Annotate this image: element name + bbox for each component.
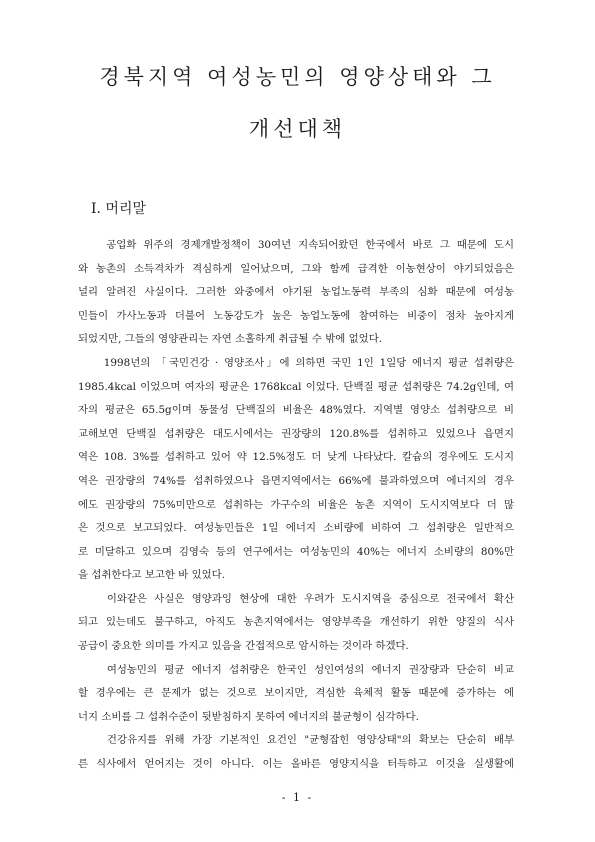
paragraph-line: 너지 소비를 그 섭취수준이 뒷받침하지 못하여 에너지의 불균형이 심각하다. (78, 711, 419, 723)
paragraph-line: 을 섭취한다고 보고한 바 있었다. (78, 569, 225, 581)
paragraph-line: 건강유지를 위해 가장 기본적인 요건인 "균형잡힌 영양상태"의 확보는 단순히 배부 (78, 734, 514, 746)
paragraph-line: 1998년의 「국민건강 · 영양조사」에 의하면 국민 1인 1일당 에너지 평균 섭취량은 (78, 357, 514, 369)
paragraph-line: 널리 알려진 사실이다. 그러한 와중에서 야기된 농업노동력 부족의 심화 때문에 여성농 (78, 286, 514, 298)
paragraph-line: 른 식사에서 얻어지는 것이 아니다. 이는 올바른 영양지식을 터득하고 이것을 실생활에 (78, 758, 514, 770)
paragraph-line: 역은 권장량의 74%를 섭취하였으나 읍면지역에서는 66%에 불과하였으며 에너지의 경우 (78, 475, 514, 487)
paragraph-line: 자의 평균은 65.5g이며 동물성 단백질의 비율은 48%였다. 지역별 영양소 섭취량으로 비 (78, 404, 514, 416)
paragraph-line: 1985.4kcal 이었으며 여자의 평균은 1768kcal 이었다. 단백질 평균 섭취량은 74.2g인데, 여 (78, 381, 514, 393)
paragraph-line: 역은 108. 3%를 섭취하고 있어 약 12.5%정도 더 낮게 나타났다. 칼슘의 경우에도 도시지 (78, 451, 514, 463)
paragraph-line: 공급이 중요한 의미를 가지고 있음을 간접적으로 암시하는 것이라 하겠다. (78, 640, 409, 652)
document-title-line-1: 경북지역 여성농민의 영양상태와 그 (99, 65, 496, 89)
paragraph-line: 민들이 가사노동과 더불어 노동강도가 높은 농업노동에 참여하는 비중이 점차 높아지게 (78, 310, 514, 322)
paragraph-line: 로 미달하고 있으며 김영숙 등의 연구에서는 여성농민의 40%는 에너지 소비량의 80%만 (78, 546, 514, 558)
document-title-line-2: 개선대책 (248, 117, 347, 141)
paragraph-line: 이와같은 사실은 영양과잉 현상에 대한 우려가 도시지역을 중심으로 전국에서 확산 (78, 593, 514, 605)
paragraph-line: 와 농촌의 소득격차가 격심하게 일어났으며, 그와 함께 급격한 이농현상이 야기되었음은 (78, 263, 514, 275)
section-heading: I. 머리말 (91, 201, 147, 217)
paragraph-line: 되었지만, 그들의 영양관리는 자연 소홀하게 취급될 수 밖에 없었다. (78, 333, 383, 345)
page-number: - 1 - (281, 791, 314, 804)
paragraph-line: 에도 권장량의 75%미만으로 섭취하는 가구수의 비율은 농촌 지역이 도시지역보다 더 많 (78, 499, 514, 511)
paragraph-line: 여성농민의 평균 에너지 섭취량은 한국인 성인여성의 에너지 권장량과 단순히 비교 (78, 664, 514, 676)
paragraph-line: 은 것으로 보고되었다. 여성농민들은 1일 에너지 소비량에 비하여 그 섭취량은 일반적으 (78, 522, 514, 534)
paragraph-line: 교해보면 단백질 섭취량은 대도시에서는 권장량의 120.8%를 섭취하고 있었으나 읍면지 (78, 428, 514, 440)
paragraph-line: 되고 있는데도 불구하고, 아직도 농촌지역에서는 영양부족을 개선하기 위한 양질의 식사 (78, 616, 514, 628)
paragraph-line: 할 경우에는 큰 문제가 없는 것으로 보이지만, 격심한 육체적 활동 때문에 증가하는 에 (78, 687, 514, 699)
paragraph-line: 공업화 위주의 경제개발정책이 30여년 지속되어왔던 한국에서 바로 그 때문에 도시 (78, 239, 514, 251)
